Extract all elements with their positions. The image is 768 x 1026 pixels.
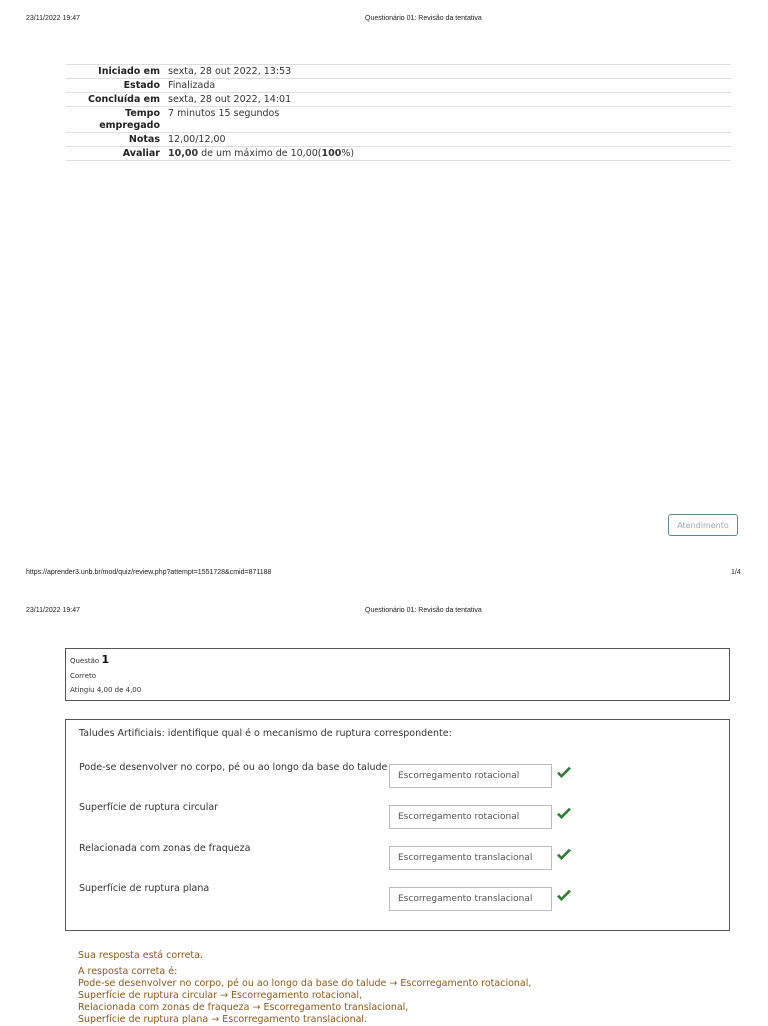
answer-select[interactable]: Escorregamento translacional: [389, 887, 552, 911]
print-header-datetime: 23/11/2022 19:47: [26, 607, 80, 614]
question-number: [70, 653, 109, 666]
match-prompt: Superfície de ruptura plana: [79, 883, 210, 894]
feedback-line: Superfície de ruptura plana → Escorregamento translacional.: [78, 1014, 368, 1025]
print-header-datetime: 23/11/2022 19:47: [26, 15, 80, 22]
summary-value: Finalizada: [164, 79, 731, 93]
summary-label: Estado: [66, 79, 164, 93]
summary-row: [66, 133, 731, 147]
question-text: Taludes Artificiais: identifique qual é o mecanismo de ruptura correspondente:: [79, 728, 452, 739]
print-header-title: Questionário 01: Revisão da tentativa: [365, 15, 482, 22]
match-prompt: Pode-se desenvolver no corpo, pé ou ao longo da base do talude: [79, 762, 388, 773]
summary-row: [66, 147, 731, 161]
question-info-box: [65, 648, 730, 701]
feedback-line: Pode-se desenvolver no corpo, pé ou ao longo da base do talude → Escorregamento rotacional,: [78, 978, 532, 989]
summary-value: sexta, 28 out 2022, 13:53: [164, 65, 731, 79]
question-status: Correto: [70, 672, 96, 680]
match-prompt: Superfície de ruptura circular: [79, 802, 219, 813]
summary-row: [66, 65, 731, 79]
print-footer-url: https://aprender3.unb.br/mod/quiz/review.php?attempt=1551728&cmid=871188: [26, 569, 272, 576]
summary-row: [66, 93, 731, 107]
info-box-top-gap: [65, 647, 575, 648]
grade-percent: 100: [321, 148, 342, 159]
answer-select[interactable]: Escorregamento rotacional: [389, 764, 552, 788]
question-number-value: 1: [101, 653, 110, 666]
summary-label: Iniciado em: [66, 65, 164, 79]
summary-label: Tempo empregado: [66, 107, 164, 133]
summary-value: 12,00/12,00: [164, 133, 731, 147]
grade-max-text: de um máximo de 10,00(: [198, 148, 322, 159]
grade-value: 10,00: [168, 148, 199, 159]
summary-value: 7 minutos 15 segundos: [164, 107, 731, 133]
check-icon: [556, 848, 572, 862]
answer-select[interactable]: Escorregamento rotacional: [389, 805, 552, 829]
answer-select[interactable]: Escorregamento translacional: [389, 846, 552, 870]
summary-value: sexta, 28 out 2022, 14:01: [164, 93, 731, 107]
print-footer-page: 1/4: [731, 569, 741, 576]
check-icon: [556, 766, 572, 780]
match-prompt: Relacionada com zonas de fraqueza: [79, 843, 251, 854]
feedback-correct: Sua resposta está correta.: [78, 950, 203, 961]
summary-row: [66, 107, 731, 133]
summary-label: Avaliar: [66, 147, 164, 161]
feedback-intro: A resposta correta é:: [78, 966, 178, 977]
summary-label: Notas: [66, 133, 164, 147]
atendimento-button[interactable]: Atendimento: [668, 514, 738, 536]
check-icon: [556, 889, 572, 903]
question-label: Questão: [70, 657, 100, 665]
feedback-line: Superfície de ruptura circular → Escorregamento rotacional,: [78, 990, 363, 1001]
grade-percent-suffix: %): [341, 148, 355, 159]
summary-row: [66, 79, 731, 93]
print-header-title: Questionário 01: Revisão da tentativa: [365, 607, 482, 614]
feedback-line: Relacionada com zonas de fraqueza → Escorregamento translacional,: [78, 1002, 409, 1013]
question-score: Atingiu 4,00 de 4,00: [70, 686, 142, 694]
attempt-summary-table: [66, 64, 731, 161]
summary-value-grade: [164, 147, 731, 161]
check-icon: [556, 807, 572, 821]
summary-label: Concluída em: [66, 93, 164, 107]
